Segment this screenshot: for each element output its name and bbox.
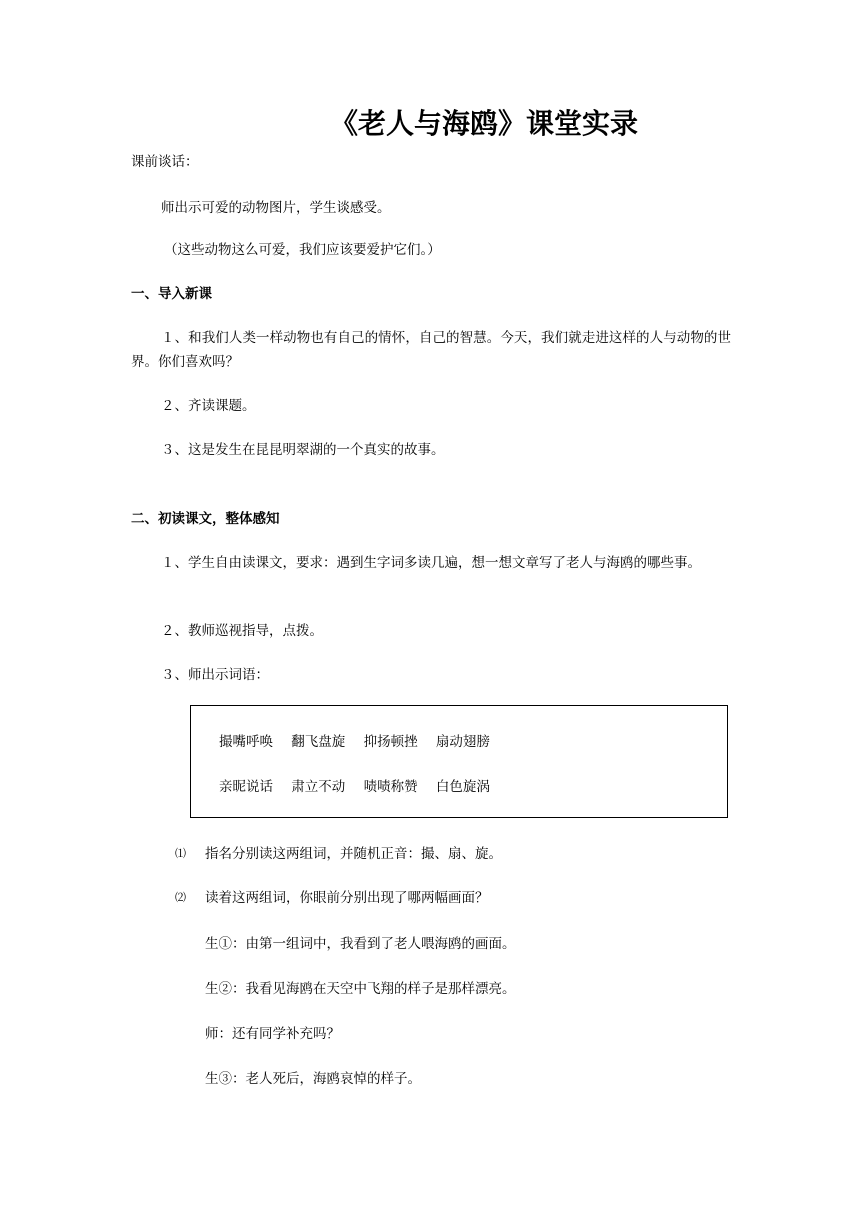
intro-item-2: ２、齐读课题。 bbox=[161, 398, 256, 414]
vocab-word: 肃立不动 bbox=[291, 779, 346, 795]
sub-item-marker-1: ⑴ bbox=[175, 847, 186, 860]
vocabulary-box bbox=[190, 705, 728, 818]
pre-talk-label: 课前谈话： bbox=[131, 154, 199, 170]
reading-item-1: １、学生自由读课文，要求：遇到生字词多读几遍，想一想文章写了老人与海鸥的哪些事。 bbox=[161, 555, 701, 571]
document-title: 《老人与海鸥》课堂实录 bbox=[330, 107, 639, 140]
dialogue-line-1: 生①：由第一组词中，我看到了老人喂海鸥的画面。 bbox=[205, 936, 516, 952]
vocab-word: 抑扬顿挫 bbox=[363, 734, 418, 750]
vocab-word: 扇动翅膀 bbox=[435, 734, 490, 750]
vocab-word: 白色旋涡 bbox=[435, 779, 490, 795]
vocabulary-row-1 bbox=[219, 731, 504, 753]
vocabulary-row-2 bbox=[219, 776, 504, 798]
dialogue-line-4: 生③：老人死后，海鸥哀悼的样子。 bbox=[205, 1071, 421, 1087]
vocab-word: 撮嘴呼唤 bbox=[219, 734, 273, 750]
dialogue-line-3: 师：还有同学补充吗？ bbox=[205, 1026, 340, 1042]
intro-item-3: ３、这是发生在昆昆明翠湖的一个真实的故事。 bbox=[161, 442, 445, 458]
section-heading-first-reading: 二、初读课文，整体感知 bbox=[131, 511, 280, 527]
vocab-word: 亲昵说话 bbox=[219, 779, 273, 795]
reading-item-3: ３、师出示词语： bbox=[161, 667, 269, 683]
section-heading-intro: 一、导入新课 bbox=[131, 286, 212, 302]
vocab-word: 啧啧称赞 bbox=[363, 779, 418, 795]
reading-item-2: ２、教师巡视指导，点拨。 bbox=[161, 623, 323, 639]
vocab-word: 翻飞盘旋 bbox=[291, 734, 346, 750]
pre-talk-line-1: 师出示可爱的动物图片，学生谈感受。 bbox=[161, 200, 391, 216]
intro-item-1: １、和我们人类一样动物也有自己的情怀，自己的智慧。今天，我们就走进这样的人与动物的世界。你们喜欢吗？ bbox=[131, 330, 731, 370]
pre-talk-line-2: （这些动物这么可爱，我们应该要爱护它们。） bbox=[164, 242, 441, 258]
sub-item-marker-2: ⑵ bbox=[175, 891, 186, 904]
sub-item-text-2: 读着这两组词，你眼前分别出现了哪两幅画面？ bbox=[205, 890, 489, 906]
dialogue-line-2: 生②：我看见海鸥在天空中飞翔的样子是那样漂亮。 bbox=[205, 981, 516, 997]
sub-item-text-1: 指名分别读这两组词，并随机正音：撮、扇、旋。 bbox=[205, 846, 502, 862]
